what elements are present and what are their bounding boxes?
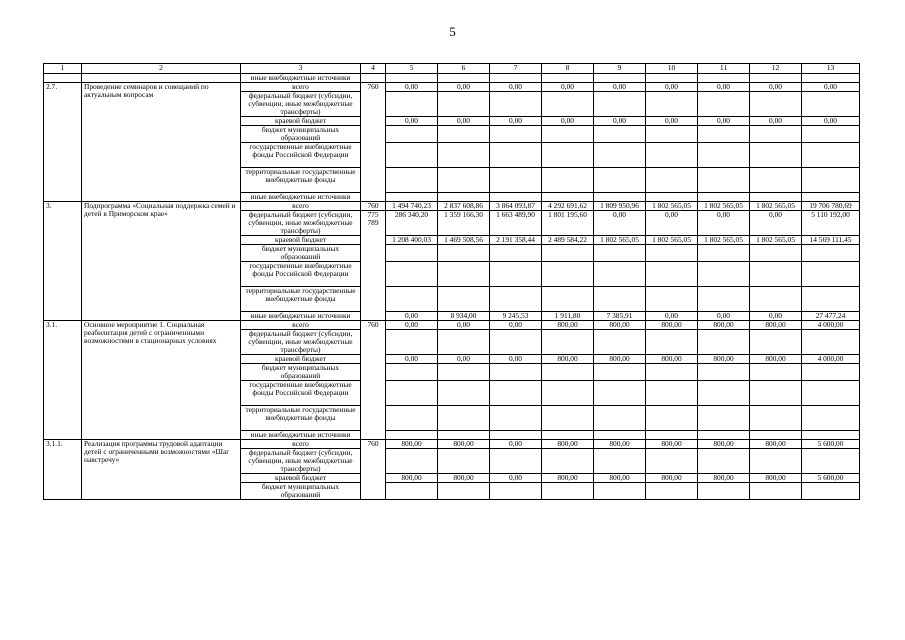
value-cell <box>542 381 594 406</box>
value-cell <box>750 193 802 202</box>
value-cell <box>542 406 594 431</box>
value-cell <box>802 126 860 143</box>
value-cell: 0,00 <box>594 211 646 236</box>
value-cell <box>386 449 438 474</box>
value-cell: 5 110 192,00 <box>802 211 860 236</box>
value-cell: 0,00 <box>386 117 438 126</box>
value-cell <box>802 262 860 287</box>
value-cell: 0,00 <box>386 355 438 364</box>
column-header-6: 6 <box>438 64 490 74</box>
funding-source: территориальные государственные внебюджетные фонды <box>241 406 361 431</box>
value-cell <box>490 449 542 474</box>
value-cell: 1 663 489,90 <box>490 211 542 236</box>
value-cell <box>386 287 438 312</box>
value-cell: 1 802 565,05 <box>750 236 802 245</box>
value-cell <box>386 143 438 168</box>
value-cell <box>698 245 750 262</box>
value-cell <box>750 92 802 117</box>
value-cell: 0,00 <box>386 321 438 330</box>
value-cell: 2 837 608,86 <box>438 202 490 211</box>
value-cell <box>490 193 542 202</box>
value-cell <box>542 168 594 193</box>
value-cell <box>438 245 490 262</box>
value-cell <box>386 330 438 355</box>
value-cell <box>594 364 646 381</box>
value-cell <box>594 449 646 474</box>
value-cell <box>594 431 646 440</box>
value-cell <box>386 245 438 262</box>
item-name: Проведение семинаров и совещаний по актуальным вопросам <box>82 83 241 202</box>
value-cell: 286 340,20 <box>386 211 438 236</box>
value-cell <box>490 287 542 312</box>
value-cell <box>594 330 646 355</box>
value-cell <box>698 364 750 381</box>
value-cell <box>438 330 490 355</box>
value-cell <box>698 92 750 117</box>
item-number: 3.1.1. <box>44 440 82 500</box>
value-cell <box>438 143 490 168</box>
value-cell <box>750 406 802 431</box>
value-cell <box>802 364 860 381</box>
grbs-code: 760 <box>361 321 386 440</box>
value-cell <box>438 406 490 431</box>
value-cell: 0,00 <box>490 83 542 92</box>
funding-source: всего <box>241 440 361 449</box>
value-cell <box>594 381 646 406</box>
value-cell: 0,00 <box>438 355 490 364</box>
value-cell: 800,00 <box>594 440 646 449</box>
value-cell <box>542 92 594 117</box>
value-cell: 800,00 <box>594 355 646 364</box>
value-cell <box>802 406 860 431</box>
value-cell <box>438 92 490 117</box>
value-cell <box>750 168 802 193</box>
column-header-3: 3 <box>241 64 361 74</box>
value-cell <box>438 431 490 440</box>
value-cell <box>438 168 490 193</box>
funding-source: краевой бюджет <box>241 117 361 126</box>
funding-source: краевой бюджет <box>241 474 361 483</box>
value-cell <box>542 262 594 287</box>
value-cell: 1 802 565,05 <box>750 202 802 211</box>
value-cell <box>386 364 438 381</box>
value-cell <box>646 381 698 406</box>
value-cell: 1 911,80 <box>542 312 594 321</box>
value-cell: 0,00 <box>542 83 594 92</box>
value-cell: 0,00 <box>750 83 802 92</box>
value-cell: 1 801 195,60 <box>542 211 594 236</box>
value-cell: 800,00 <box>542 321 594 330</box>
value-cell: 800,00 <box>542 440 594 449</box>
value-cell <box>386 193 438 202</box>
value-cell <box>646 92 698 117</box>
item-name: Подпрограмма «Социальная поддержка семей и детей в Приморском крае» <box>82 202 241 321</box>
value-cell <box>542 193 594 202</box>
value-cell: 0,00 <box>490 440 542 449</box>
source-label: иные внебюджетные источники <box>241 74 361 83</box>
value-cell: 0,00 <box>594 117 646 126</box>
value-cell: 4 000,00 <box>802 355 860 364</box>
table-row <box>44 321 860 330</box>
value-cell <box>490 364 542 381</box>
value-cell <box>750 330 802 355</box>
value-cell: 800,00 <box>750 321 802 330</box>
value-cell <box>438 364 490 381</box>
value-cell: 0,00 <box>490 355 542 364</box>
value-cell <box>594 193 646 202</box>
table-row <box>44 83 860 92</box>
value-cell <box>594 143 646 168</box>
funding-source: бюджет муниципальных образований <box>241 126 361 143</box>
value-cell: 0,00 <box>542 117 594 126</box>
value-cell <box>386 126 438 143</box>
value-cell: 2 191 358,44 <box>490 236 542 245</box>
value-cell <box>698 406 750 431</box>
value-cell <box>386 483 438 500</box>
value-cell <box>490 262 542 287</box>
value-cell <box>646 168 698 193</box>
value-cell <box>594 262 646 287</box>
value-cell: 800,00 <box>646 355 698 364</box>
value-cell <box>750 126 802 143</box>
item-number: 2.7. <box>44 83 82 202</box>
value-cell: 0,00 <box>698 211 750 236</box>
value-cell <box>646 483 698 500</box>
value-cell: 0,00 <box>490 117 542 126</box>
value-cell <box>646 364 698 381</box>
value-cell <box>594 92 646 117</box>
column-header-13: 13 <box>802 64 860 74</box>
value-cell <box>490 381 542 406</box>
value-cell: 1 802 565,05 <box>646 202 698 211</box>
value-cell: 800,00 <box>594 321 646 330</box>
value-cell: 0,00 <box>750 312 802 321</box>
value-cell: 1 359 166,30 <box>438 211 490 236</box>
value-cell <box>698 483 750 500</box>
funding-source: всего <box>241 83 361 92</box>
value-cell <box>438 262 490 287</box>
value-cell <box>542 431 594 440</box>
funding-source: территориальные государственные внебюджетные фонды <box>241 168 361 193</box>
funding-source: бюджет муниципальных образований <box>241 483 361 500</box>
value-cell <box>646 193 698 202</box>
value-cell: 0,00 <box>698 117 750 126</box>
funding-source: бюджет муниципальных образований <box>241 245 361 262</box>
value-cell <box>750 431 802 440</box>
item-number: 3. <box>44 202 82 321</box>
value-cell: 0,00 <box>698 312 750 321</box>
value-cell <box>698 126 750 143</box>
value-cell: 0,00 <box>438 83 490 92</box>
funding-source: краевой бюджет <box>241 355 361 364</box>
value-cell: 0,00 <box>438 321 490 330</box>
column-header-2: 2 <box>82 64 241 74</box>
value-cell <box>542 330 594 355</box>
value-cell: 3 864 093,87 <box>490 202 542 211</box>
value-cell <box>802 449 860 474</box>
value-cell <box>438 483 490 500</box>
value-cell <box>698 381 750 406</box>
carry-over-row <box>44 74 860 83</box>
table-row <box>44 440 860 449</box>
value-cell: 800,00 <box>750 440 802 449</box>
grbs-code: 760 <box>361 202 386 211</box>
value-cell <box>802 92 860 117</box>
value-cell: 800,00 <box>542 355 594 364</box>
value-cell: 19 706 780,69 <box>802 202 860 211</box>
page-number: 5 <box>449 24 456 39</box>
value-cell: 1 802 565,05 <box>698 202 750 211</box>
funding-source: всего <box>241 321 361 330</box>
value-cell <box>542 245 594 262</box>
value-cell: 7 385,91 <box>594 312 646 321</box>
value-cell <box>698 287 750 312</box>
value-cell <box>698 431 750 440</box>
item-number: 3.1. <box>44 321 82 440</box>
value-cell <box>646 330 698 355</box>
value-cell <box>750 381 802 406</box>
value-cell: 0,00 <box>802 83 860 92</box>
value-cell <box>438 126 490 143</box>
value-cell: 800,00 <box>646 440 698 449</box>
value-cell <box>542 483 594 500</box>
value-cell <box>698 262 750 287</box>
value-cell: 0,00 <box>646 312 698 321</box>
column-header-12: 12 <box>750 64 802 74</box>
value-cell <box>802 168 860 193</box>
value-cell: 800,00 <box>594 474 646 483</box>
value-cell <box>698 330 750 355</box>
item-name: Основное мероприятие 1. Социальная реабилитация детей с ограниченными возможностями в стационарных условиях <box>82 321 241 440</box>
value-cell: 800,00 <box>698 321 750 330</box>
value-cell: 800,00 <box>698 355 750 364</box>
value-cell <box>594 126 646 143</box>
value-cell <box>594 483 646 500</box>
value-cell: 1 802 565,05 <box>698 236 750 245</box>
value-cell <box>490 330 542 355</box>
value-cell: 800,00 <box>750 355 802 364</box>
value-cell: 0,00 <box>750 211 802 236</box>
value-cell: 0,00 <box>646 211 698 236</box>
value-cell: 1 809 950,96 <box>594 202 646 211</box>
funding-source: государственные внебюджетные фонды Российской Федерации <box>241 381 361 406</box>
item-name: Реализация программы трудовой адаптации детей с ограниченными возможностями «Шаг навстречу» <box>82 440 241 500</box>
value-cell: 800,00 <box>438 474 490 483</box>
value-cell: 1 469 508,56 <box>438 236 490 245</box>
value-cell <box>438 381 490 406</box>
funding-source: федеральный бюджет (субсидии, субвенции, иные межбюджетные трансферты) <box>241 449 361 474</box>
value-cell <box>646 287 698 312</box>
value-cell: 800,00 <box>750 474 802 483</box>
value-cell: 800,00 <box>646 321 698 330</box>
funding-source: бюджет муниципальных образований <box>241 364 361 381</box>
funding-source: всего <box>241 202 361 211</box>
value-cell: 0,00 <box>698 83 750 92</box>
value-cell: 4 292 691,62 <box>542 202 594 211</box>
value-cell: 1 802 565,05 <box>646 236 698 245</box>
value-cell: 1 802 565,05 <box>594 236 646 245</box>
value-cell <box>646 143 698 168</box>
value-cell: 9 245,53 <box>490 312 542 321</box>
value-cell <box>750 143 802 168</box>
value-cell: 8 934,00 <box>438 312 490 321</box>
value-cell <box>490 406 542 431</box>
value-cell <box>490 431 542 440</box>
value-cell <box>802 330 860 355</box>
value-cell: 14 569 111,45 <box>802 236 860 245</box>
value-cell <box>490 92 542 117</box>
value-cell <box>750 245 802 262</box>
value-cell <box>386 406 438 431</box>
value-cell <box>750 449 802 474</box>
funding-source: иные внебюджетные источники <box>241 312 361 321</box>
column-header-1: 1 <box>44 64 82 74</box>
value-cell <box>750 364 802 381</box>
column-header-9: 9 <box>594 64 646 74</box>
funding-source: иные внебюджетные источники <box>241 193 361 202</box>
value-cell <box>594 245 646 262</box>
value-cell: 1 494 740,23 <box>386 202 438 211</box>
value-cell: 800,00 <box>438 440 490 449</box>
value-cell <box>438 449 490 474</box>
value-cell <box>646 431 698 440</box>
value-cell <box>542 287 594 312</box>
value-cell: 0,00 <box>750 117 802 126</box>
value-cell: 0,00 <box>386 83 438 92</box>
value-cell <box>646 406 698 431</box>
value-cell: 0,00 <box>490 321 542 330</box>
column-header-4: 4 <box>361 64 386 74</box>
value-cell <box>646 449 698 474</box>
value-cell <box>698 168 750 193</box>
value-cell <box>386 431 438 440</box>
value-cell <box>646 245 698 262</box>
value-cell: 800,00 <box>542 474 594 483</box>
table-row <box>44 202 860 211</box>
funding-source: федеральный бюджет (субсидии, субвенции, иные межбюджетные трансферты) <box>241 92 361 117</box>
funding-source: государственные внебюджетные фонды Российской Федерации <box>241 143 361 168</box>
value-cell <box>750 287 802 312</box>
value-cell <box>386 262 438 287</box>
value-cell <box>542 364 594 381</box>
value-cell: 800,00 <box>698 474 750 483</box>
funding-source: государственные внебюджетные фонды Российской Федерации <box>241 262 361 287</box>
value-cell: 5 600,00 <box>802 440 860 449</box>
value-cell <box>594 287 646 312</box>
column-header-5: 5 <box>386 64 438 74</box>
value-cell: 800,00 <box>698 440 750 449</box>
value-cell <box>438 193 490 202</box>
funding-source: территориальные государственные внебюджетные фонды <box>241 287 361 312</box>
value-cell: 800,00 <box>646 474 698 483</box>
value-cell <box>698 193 750 202</box>
grbs-code: 760 <box>361 83 386 202</box>
value-cell: 2 489 584,22 <box>542 236 594 245</box>
value-cell <box>802 245 860 262</box>
value-cell: 4 000,00 <box>802 321 860 330</box>
value-cell <box>490 483 542 500</box>
value-cell <box>542 449 594 474</box>
value-cell <box>542 143 594 168</box>
grbs-code: 760 <box>361 440 386 500</box>
value-cell <box>490 245 542 262</box>
value-cell: 0,00 <box>386 312 438 321</box>
budget-table <box>43 63 860 500</box>
funding-source: федеральный бюджет (субсидии, субвенции, иные межбюджетные трансферты) <box>241 211 361 236</box>
column-header-11: 11 <box>698 64 750 74</box>
value-cell <box>594 168 646 193</box>
value-cell: 0,00 <box>594 83 646 92</box>
value-cell <box>490 168 542 193</box>
value-cell <box>542 126 594 143</box>
value-cell <box>438 287 490 312</box>
value-cell: 0,00 <box>646 117 698 126</box>
value-cell <box>490 126 542 143</box>
value-cell: 1 208 400,03 <box>386 236 438 245</box>
column-header-7: 7 <box>490 64 542 74</box>
value-cell <box>386 381 438 406</box>
value-cell <box>490 143 542 168</box>
funding-source: краевой бюджет <box>241 236 361 245</box>
value-cell <box>802 193 860 202</box>
value-cell: 0,00 <box>802 117 860 126</box>
value-cell <box>802 143 860 168</box>
value-cell <box>698 449 750 474</box>
value-cell <box>750 262 802 287</box>
value-cell: 0,00 <box>646 83 698 92</box>
value-cell <box>386 92 438 117</box>
value-cell <box>386 168 438 193</box>
value-cell <box>802 287 860 312</box>
grbs-code: 775 789 <box>361 211 386 321</box>
value-cell <box>802 381 860 406</box>
value-cell: 800,00 <box>386 474 438 483</box>
funding-source: иные внебюджетные источники <box>241 431 361 440</box>
value-cell: 0,00 <box>490 474 542 483</box>
column-header-8: 8 <box>542 64 594 74</box>
value-cell <box>750 483 802 500</box>
value-cell: 27 477,24 <box>802 312 860 321</box>
value-cell <box>646 126 698 143</box>
value-cell <box>802 483 860 500</box>
value-cell <box>802 431 860 440</box>
value-cell: 5 600,00 <box>802 474 860 483</box>
value-cell <box>698 143 750 168</box>
header-row <box>44 64 860 74</box>
value-cell: 800,00 <box>386 440 438 449</box>
column-header-10: 10 <box>646 64 698 74</box>
value-cell <box>646 262 698 287</box>
value-cell <box>594 406 646 431</box>
value-cell: 0,00 <box>438 117 490 126</box>
funding-source: федеральный бюджет (субсидии, субвенции, иные межбюджетные трансферты) <box>241 330 361 355</box>
